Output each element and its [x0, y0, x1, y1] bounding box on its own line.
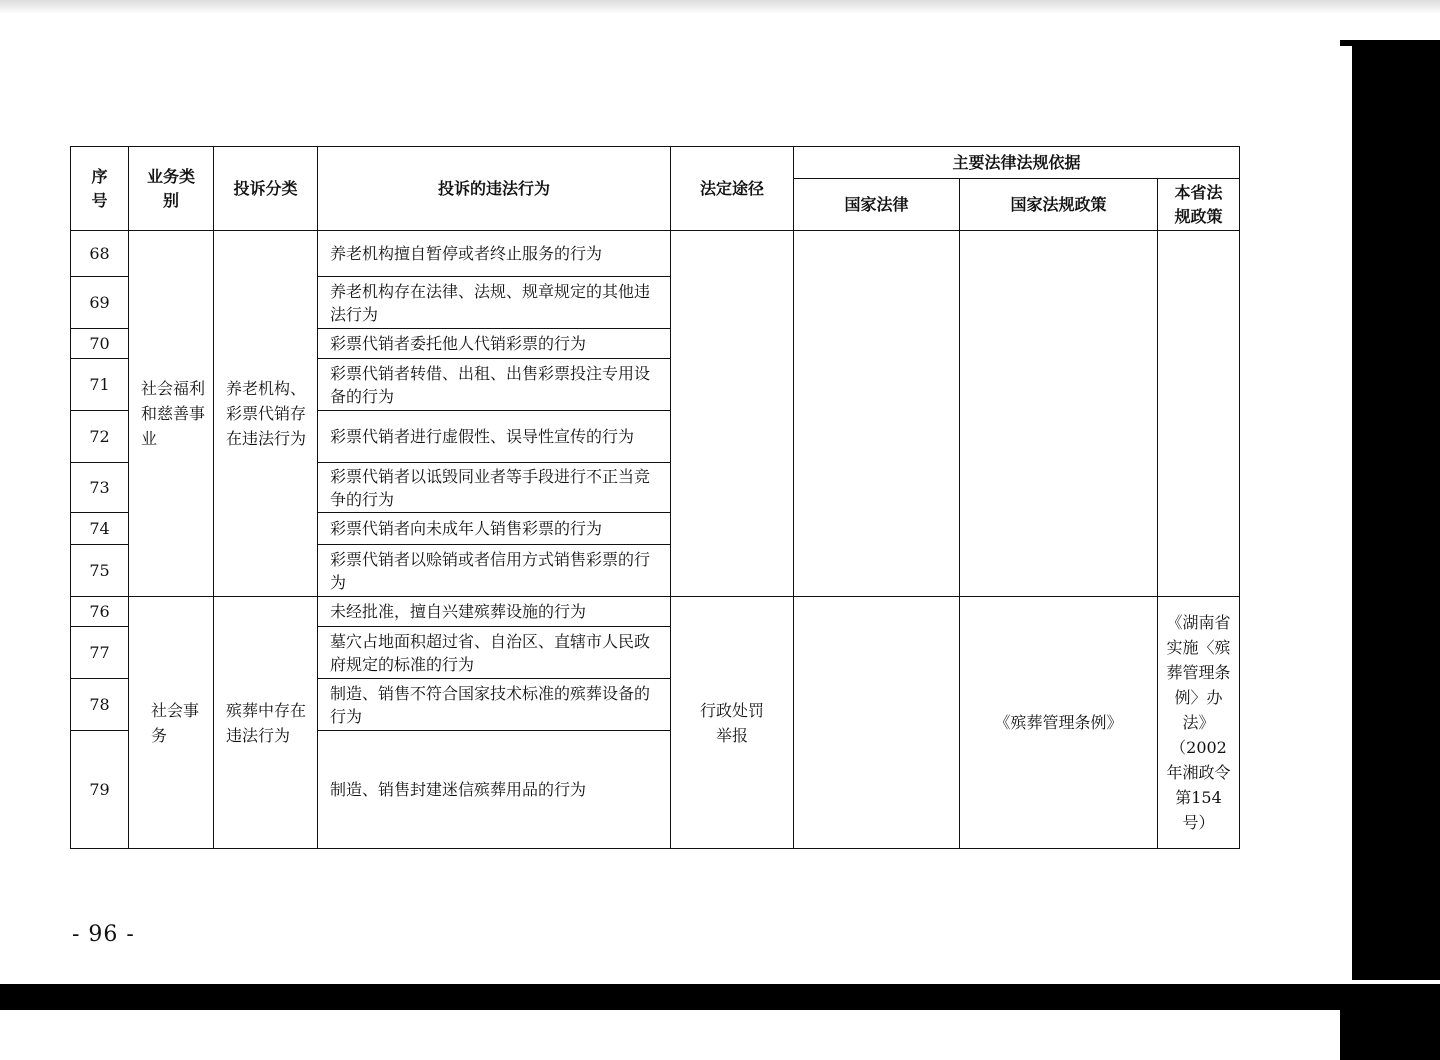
- act-cell: 彩票代销者委托他人代销彩票的行为: [318, 329, 671, 359]
- category-cell: 社会福利和慈善事业: [129, 231, 214, 597]
- act-cell: 未经批准，擅自兴建殡葬设施的行为: [318, 597, 671, 627]
- row-num: 73: [71, 463, 129, 513]
- scan-bottom-margin: [0, 1010, 1340, 1060]
- act-cell: 彩票代销者以赊销或者信用方式销售彩票的行为: [318, 545, 671, 597]
- row-num: 74: [71, 513, 129, 545]
- header-act: 投诉的违法行为: [318, 147, 671, 231]
- row-num: 72: [71, 411, 129, 463]
- act-cell: 制造、销售封建迷信殡葬用品的行为: [318, 731, 671, 849]
- scan-bottom-band: [0, 984, 1440, 1010]
- scan-right-notch: [1340, 40, 1354, 46]
- row-num: 76: [71, 597, 129, 627]
- route-cell: 行政处罚举报: [671, 597, 794, 849]
- header-national-regulation: 国家法规政策: [960, 179, 1158, 231]
- complaint-table: [70, 146, 1240, 849]
- row-num: 79: [71, 731, 129, 849]
- header-national-law: 国家法律: [794, 179, 960, 231]
- page-number: - 96 -: [72, 922, 135, 947]
- header-type: 投诉分类: [214, 147, 318, 231]
- row-num: 69: [71, 277, 129, 329]
- type-cell: 养老机构、彩票代销存在违法行为: [214, 231, 318, 597]
- header-route: 法定途径: [671, 147, 794, 231]
- national-regulation-cell: 《殡葬管理条例》: [960, 597, 1158, 849]
- category-cell: 社会事务: [129, 597, 214, 849]
- row-num: 78: [71, 679, 129, 731]
- act-cell: 制造、销售不符合国家技术标准的殡葬设备的行为: [318, 679, 671, 731]
- table-row: [71, 231, 1240, 277]
- scan-bottom-right-corner: [1340, 1010, 1440, 1060]
- type-cell: 殡葬中存在违法行为: [214, 597, 318, 849]
- act-cell: 养老机构擅自暂停或者终止服务的行为: [318, 231, 671, 277]
- scan-right-edge: [1352, 40, 1440, 980]
- national-regulation-cell: [960, 231, 1158, 597]
- row-num: 71: [71, 359, 129, 411]
- national-law-cell: [794, 597, 960, 849]
- row-num: 75: [71, 545, 129, 597]
- row-num: 77: [71, 627, 129, 679]
- row-num: 70: [71, 329, 129, 359]
- scan-top-shade: [0, 0, 1440, 14]
- provincial-cell: 《湖南省实施〈殡葬管理条例〉办法》（2002年湘政令第154号）: [1158, 597, 1240, 849]
- row-num: 68: [71, 231, 129, 277]
- act-cell: 彩票代销者向未成年人销售彩票的行为: [318, 513, 671, 545]
- provincial-cell: [1158, 231, 1240, 597]
- national-law-cell: [794, 231, 960, 597]
- act-cell: 彩票代销者进行虚假性、误导性宣传的行为: [318, 411, 671, 463]
- act-cell: 墓穴占地面积超过省、自治区、直辖市人民政府规定的标准的行为: [318, 627, 671, 679]
- route-cell: [671, 231, 794, 597]
- act-cell: 养老机构存在法律、法规、规章规定的其他违法行为: [318, 277, 671, 329]
- act-cell: 彩票代销者转借、出租、出售彩票投注专用设备的行为: [318, 359, 671, 411]
- header-num: 序号: [71, 147, 129, 231]
- header-category: 业务类别: [129, 147, 214, 231]
- table-row: [71, 597, 1240, 627]
- header-basis-group: 主要法律法规依据: [794, 147, 1240, 179]
- act-cell: 彩票代销者以诋毁同业者等手段进行不正当竞争的行为: [318, 463, 671, 513]
- header-provincial: 本省法规政策: [1158, 179, 1240, 231]
